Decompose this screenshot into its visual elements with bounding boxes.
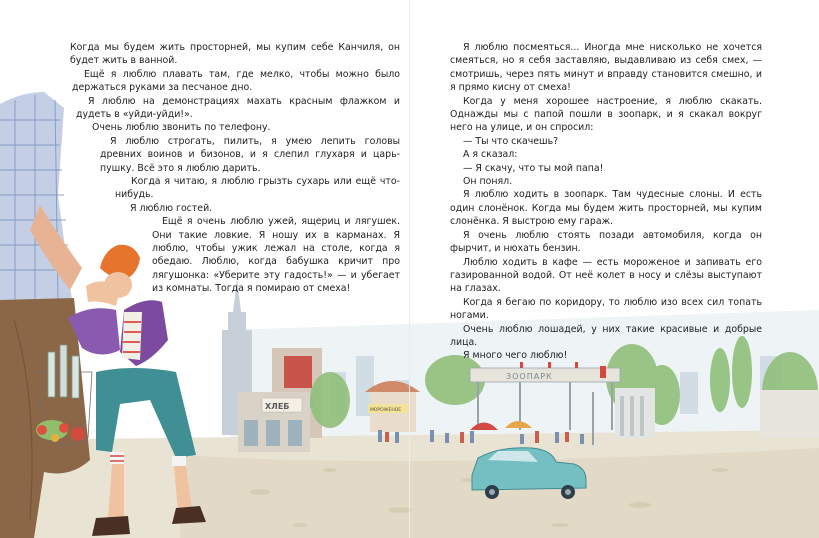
paragraph: Очень люблю звонить по телефону.	[92, 122, 271, 134]
paragraph: Очень люблю лошадей, у них такие красивые и добрые лица.	[450, 323, 762, 348]
page-gutter	[409, 0, 410, 538]
paragraph: Я люблю посмеяться... Иногда мне нисколько не хочется смеяться, но я себя заставляю, выдавливаю из себя смех, — смотришь, через пять минут и вправду становится смешно, и я прямо кисну от смеха!	[450, 42, 762, 94]
zoo-arch-sign: ЗООПАРК	[506, 372, 553, 381]
dialog-line: А я сказал:	[463, 149, 518, 161]
dialog-line: — Ты что скачешь?	[463, 135, 559, 147]
paragraph: Когда мы будем жить просторней, мы купим себе Канчиля, он будет жить в ванной.	[70, 42, 400, 67]
paragraph: Когда я бегаю по коридору, то люблю изо всех сил топать ногами.	[450, 296, 762, 322]
paragraph: Когда у меня хорошее настроение, я люблю скакать. Однажды мы с папой пошли в зоопарк, и я скакал вокруг него на улице, и он спросил:	[450, 95, 762, 134]
paragraph: Я люблю ходить в зоопарк. Там чудесные слоны. И есть один слонёнок. Когда мы будем жить просторней, мы купим слонёнка. Я выстрою ему гараж.	[450, 189, 762, 228]
paragraph: Я люблю строгать, пилить, я умею лепить головы древних воинов и бизонов, и я слепил глухаря и царь-пушку. Всё это я люблю дарить.	[100, 135, 400, 174]
dialog-line: — Я скачу, что ты мой папа!	[463, 162, 604, 174]
bread-shop-sign: ХЛЕБ	[265, 402, 290, 411]
paragraph: Ещё я очень люблю ужей, ящериц и лягушек. Они такие ловкие. Я ношу их в карманах. Я люблю, чтобы ужик лежал на столе, когда я обедаю. Люблю, когда бабушка кричит про лягушонка: «Уберите эту гадость!» — и убегает из комнаты. Тогда я помираю от смеха!	[152, 216, 400, 295]
paragraph: Когда я читаю, я люблю грызть сухарь или ещё что-нибудь.	[115, 176, 400, 201]
right-page-text	[450, 41, 762, 363]
paragraph: Я люблю гостей.	[130, 202, 213, 214]
paragraph: Я много чего люблю!	[463, 350, 568, 362]
paragraph: Люблю ходить в кафе — есть мороженое и запивать его газированной водой. От неё колет в носу и слёзы выступают на глазах.	[450, 256, 762, 295]
dialog-line: Он понял.	[463, 176, 513, 188]
paragraph: Ещё я люблю плавать там, где мелко, чтобы можно было держаться руками за песчаное дно.	[72, 68, 400, 94]
paragraph: Я очень люблю стоять позади автомобиля, когда он фырчит, и нюхать бензин.	[450, 229, 762, 255]
kiosk-sign: МОРОЖЕНОЕ	[370, 408, 402, 413]
paragraph: Я люблю на демонстрациях махать красным флажком и дудеть в «уйди-уйди!».	[76, 95, 400, 120]
